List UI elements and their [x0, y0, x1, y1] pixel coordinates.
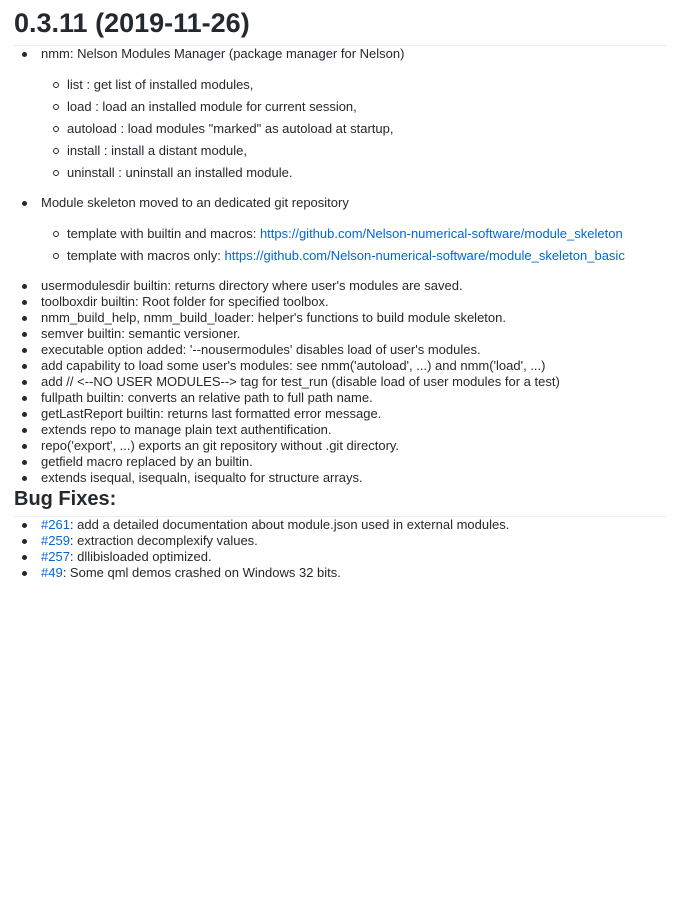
- bug-fix-text: : add a detailed documentation about module.json used in external modules.: [69, 517, 510, 532]
- sub-list: [41, 77, 666, 181]
- issue-link[interactable]: #257: [41, 549, 70, 564]
- issue-link[interactable]: #259: [41, 533, 70, 548]
- list-item: extends isequal, isequaln, isequalto for structure arrays.: [14, 470, 666, 486]
- module-skeleton-link[interactable]: https://github.com/Nelson-numerical-software/module_skeleton: [259, 226, 623, 241]
- sub-list-item: [41, 248, 666, 264]
- bug-fix-text: : dllibisloaded optimized.: [69, 549, 212, 564]
- list-item: extends repo to manage plain text authentification.: [14, 422, 666, 438]
- list-item: add capability to load some user's modules: see nmm('autoload', ...) and nmm('load', ...): [14, 358, 666, 374]
- feature-text: nmm: Nelson Modules Manager (package manager for Nelson): [41, 46, 405, 61]
- list-item: semver builtin: semantic versioner.: [14, 326, 666, 342]
- link-prefix: template with macros only:: [67, 248, 225, 263]
- sub-list: [41, 226, 666, 264]
- bug-fixes-heading: Bug Fixes:: [14, 486, 666, 517]
- bug-fix-text: : extraction decomplexify values.: [69, 533, 258, 548]
- list-item: usermodulesdir builtin: returns directory where user's modules are saved.: [14, 278, 666, 294]
- list-item: nmm_build_help, nmm_build_loader: helper's functions to build module skeleton.: [14, 310, 666, 326]
- sub-list-item: uninstall : uninstall an installed module.: [41, 165, 666, 181]
- release-notes: [14, 0, 666, 581]
- list-item: [14, 549, 666, 565]
- list-item: [14, 517, 666, 533]
- list-item: [14, 533, 666, 549]
- feature-list: [14, 46, 666, 486]
- sub-list-item: install : install a distant module,: [41, 143, 666, 159]
- sub-list-item: list : get list of installed modules,: [41, 77, 666, 93]
- bug-fix-list: [14, 517, 666, 581]
- list-item: [14, 195, 666, 264]
- list-item: fullpath builtin: converts an relative path to full path name.: [14, 390, 666, 406]
- bug-fix-text: : Some qml demos crashed on Windows 32 bits.: [62, 565, 341, 580]
- link-prefix: template with builtin and macros:: [67, 226, 260, 241]
- sub-list-item: autoload : load modules "marked" as autoload at startup,: [41, 121, 666, 137]
- list-item: getfield macro replaced by an builtin.: [14, 454, 666, 470]
- list-item: executable option added: '--nousermodules' disables load of user's modules.: [14, 342, 666, 358]
- issue-link[interactable]: #49: [41, 565, 63, 580]
- list-item: add // <--NO USER MODULES--> tag for test_run (disable load of user modules for a test): [14, 374, 666, 390]
- list-item: [14, 46, 666, 181]
- list-item: [14, 565, 666, 581]
- sub-list-item: [41, 226, 666, 242]
- feature-text: Module skeleton moved to an dedicated git repository: [41, 195, 349, 210]
- module-skeleton-basic-link[interactable]: https://github.com/Nelson-numerical-software/module_skeleton_basic: [224, 248, 625, 263]
- list-item: toolboxdir builtin: Root folder for specified toolbox.: [14, 294, 666, 310]
- release-title: 0.3.11 (2019-11-26): [14, 0, 666, 46]
- list-item: repo('export', ...) exports an git repository without .git directory.: [14, 438, 666, 454]
- list-item: getLastReport builtin: returns last formatted error message.: [14, 406, 666, 422]
- issue-link[interactable]: #261: [41, 517, 70, 532]
- sub-list-item: load : load an installed module for current session,: [41, 99, 666, 115]
